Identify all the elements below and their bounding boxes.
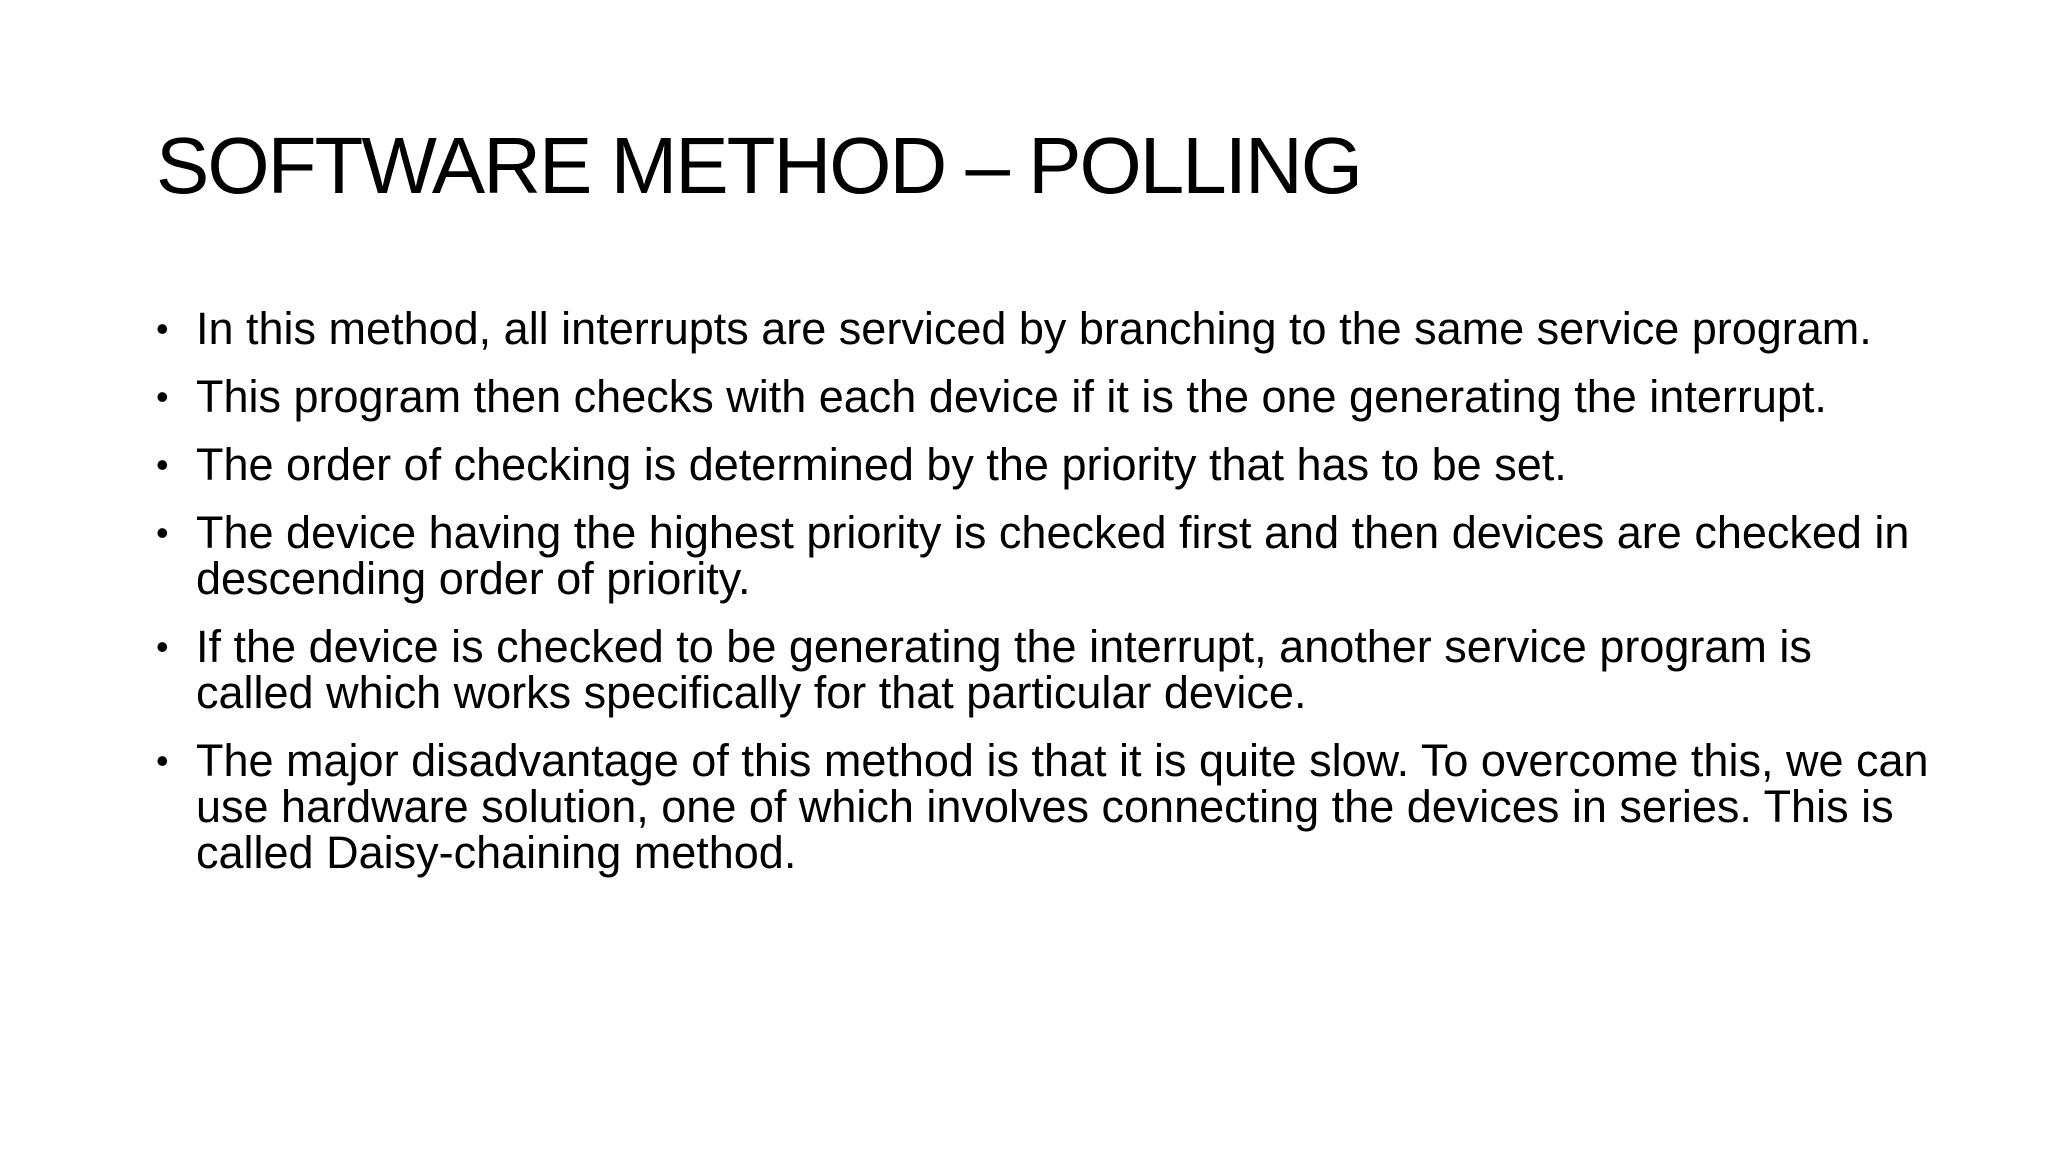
- bullet-icon: •: [156, 308, 169, 349]
- bullet-text: The order of checking is determined by the priority that has to be set.: [196, 439, 1567, 490]
- list-item: [156, 735, 1936, 878]
- bullet-text: If the device is checked to be generating the interrupt, another service program is called which works specifically for that particular device.: [196, 621, 1812, 718]
- list-item: [156, 507, 1936, 604]
- bullet-text: In this method, all interrupts are serviced by branching to the same service program.: [196, 303, 1872, 354]
- bullet-icon: •: [156, 376, 169, 417]
- bullet-icon: •: [156, 444, 169, 485]
- bullet-icon: •: [156, 740, 169, 781]
- bullet-icon: •: [156, 626, 169, 667]
- list-item: [156, 303, 1936, 354]
- bullet-list: [156, 303, 1936, 898]
- list-item: [156, 371, 1936, 422]
- bullet-text: The device having the highest priority is checked first and then devices are checked in descending order of priority.: [196, 507, 1910, 604]
- list-item: [156, 621, 1936, 718]
- bullet-text: The major disadvantage of this method is that it is quite slow. To overcome this, we can use hardware solution, one of which involves connecting the devices in series. This is called Daisy-chaining method.: [196, 735, 1929, 878]
- bullet-icon: •: [156, 512, 169, 553]
- bullet-text: This program then checks with each device if it is the one generating the interrupt.: [196, 371, 1827, 422]
- slide-title: SOFTWARE METHOD – POLLING: [156, 121, 1361, 210]
- list-item: [156, 439, 1936, 490]
